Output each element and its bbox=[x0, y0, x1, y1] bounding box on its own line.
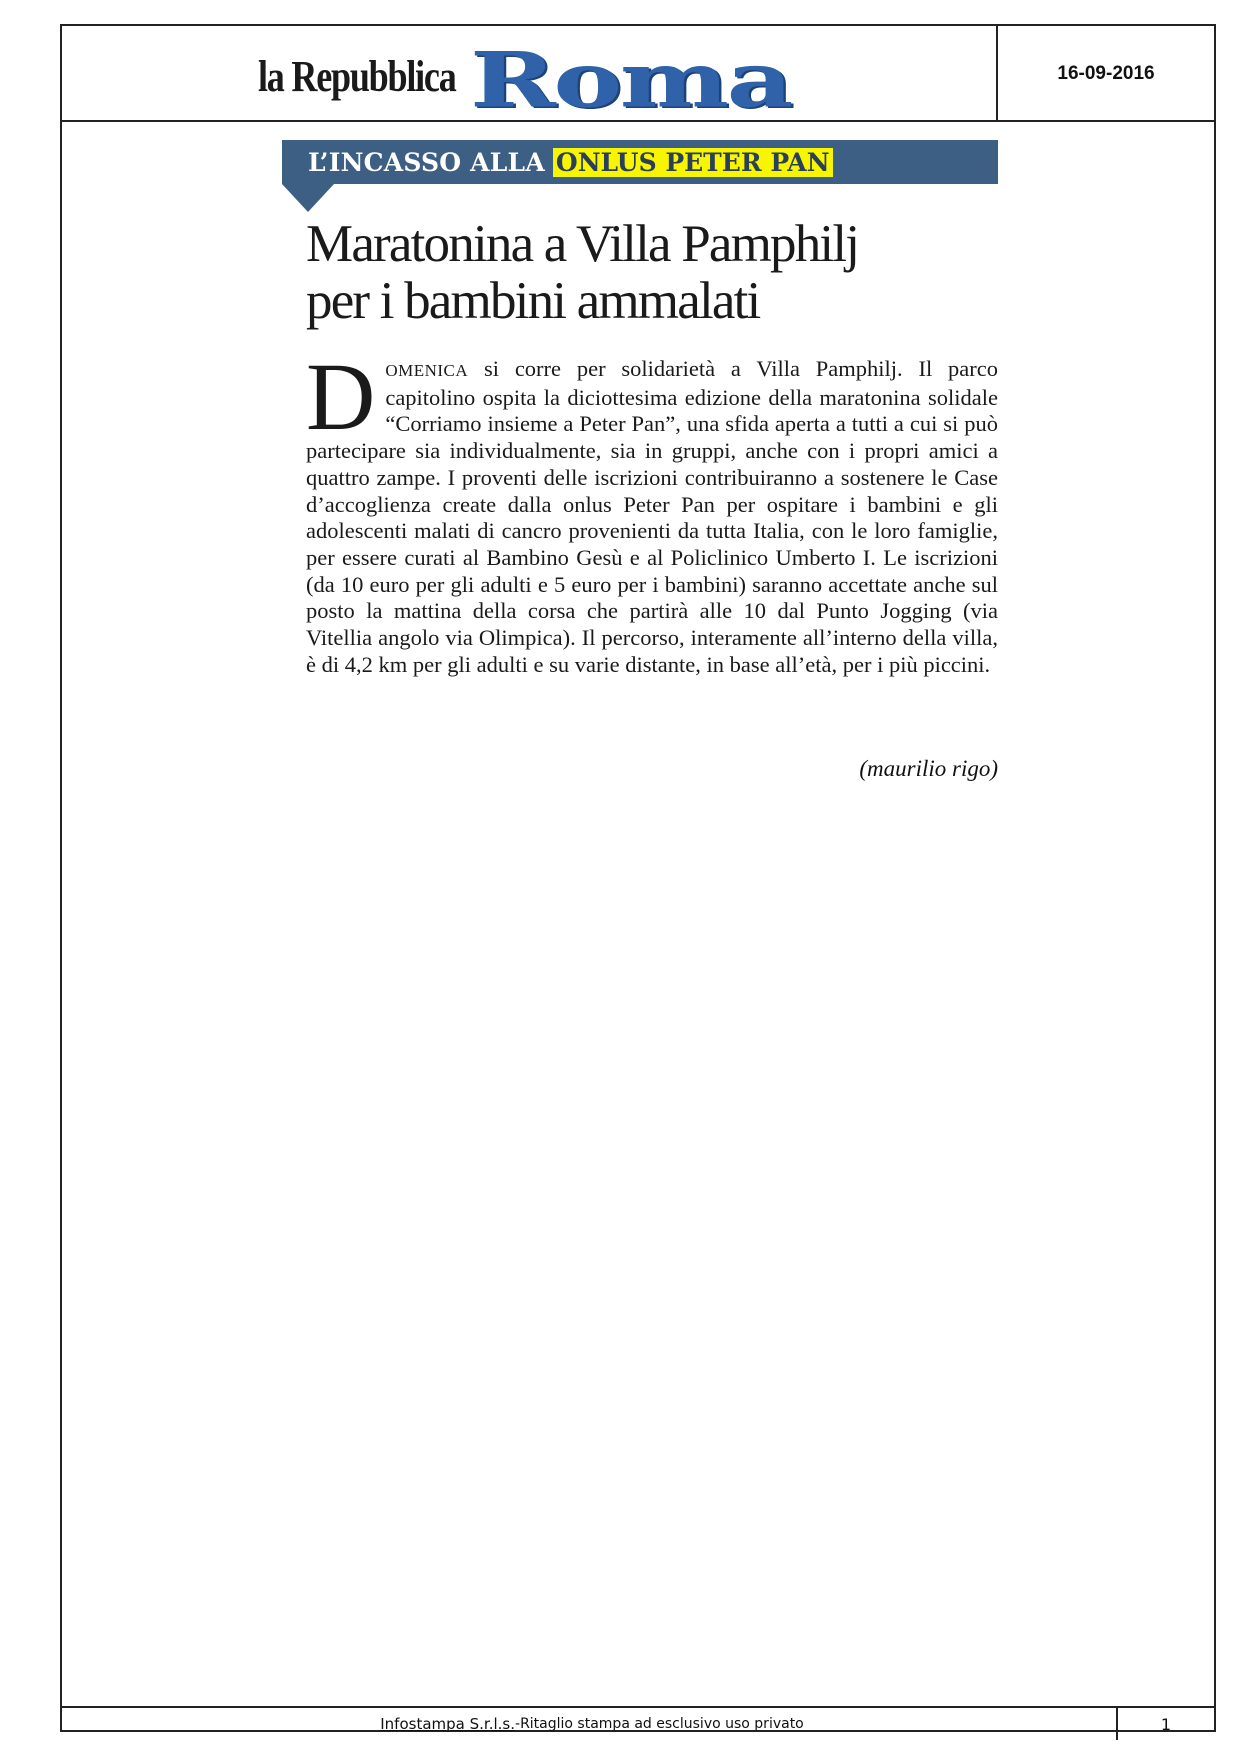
article-byline: (maurilio rigo) bbox=[859, 756, 998, 781]
footer-company: Infostampa S.r.l.s. bbox=[380, 1715, 515, 1733]
kicker-pointer-icon bbox=[282, 184, 334, 212]
page-number: 1 bbox=[1116, 1708, 1214, 1740]
headline-line-2: per i bambini ammalati bbox=[306, 272, 760, 330]
kicker-highlight: ONLUS PETER PAN bbox=[553, 148, 833, 177]
article-kicker bbox=[282, 140, 998, 184]
footer-notice bbox=[62, 1708, 1122, 1740]
masthead-repubblica: la Repubblica bbox=[258, 52, 456, 101]
article-headline bbox=[306, 216, 1006, 330]
kicker-text: L’INCASSO ALLA bbox=[308, 147, 545, 177]
masthead-logo bbox=[258, 35, 792, 125]
lead-smallcaps: OMENICA bbox=[385, 361, 469, 380]
article-body bbox=[306, 343, 998, 678]
drop-cap: D bbox=[306, 343, 376, 450]
publication-date: 16-09-2016 bbox=[996, 26, 1214, 122]
footer-disclaimer: Ritaglio stampa ad esclusivo uso privato bbox=[520, 1716, 804, 1732]
header bbox=[62, 26, 1214, 125]
headline-line-1: Maratonina a Villa Pamphilj bbox=[306, 215, 859, 273]
masthead-roma: Roma bbox=[470, 35, 792, 125]
footer-separator: - bbox=[515, 1716, 521, 1732]
footer bbox=[62, 1706, 1214, 1740]
body-text: si corre per solidarietà a Villa Pamphilj. Il parco capitolino ospita la diciottesima edizione della maratonina solidale “Corriamo insieme a Peter Pan”, una sfida aperta a tutti a cui si può partecipare sia individualmente, sia in gruppi, anche con i propri amici a quattro zampe. I proventi delle iscrizioni contribuiranno a sostenere le Case d’accoglienza create dalla onlus Peter Pan per ospitare i bambini e gli adolescenti malati di cancro provenienti da tutta Italia, con le loro famiglie, per essere curati al Bambino Gesù e al Policlinico Umberto I. Le iscrizioni (da 10 euro per gli adulti e 5 euro per i bambini) saranno accettate anche sul posto la mattina della corsa che partirà alle 10 dal Punto Jogging (via Vitellia angolo via Olimpica). Il percorso, interamente all’interno della villa, è di 4,2 km per gli adulti e su varie distante, in base all’età, per i più piccini. bbox=[306, 356, 998, 677]
